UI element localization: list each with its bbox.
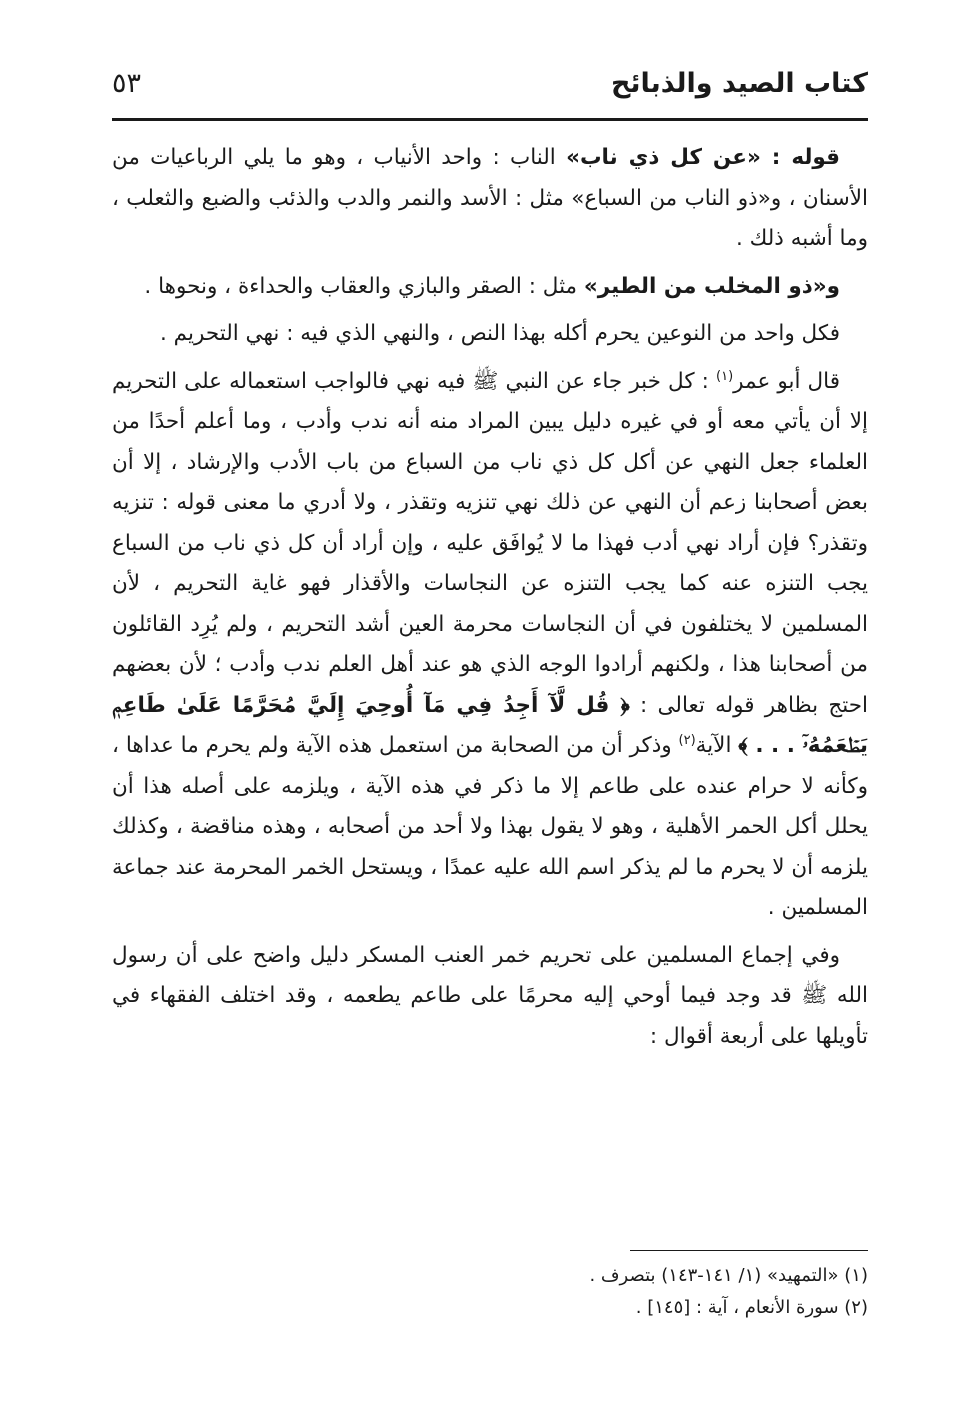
main-text [112, 138, 868, 1064]
book-title: كتاب الصيد والذبائح [610, 68, 868, 99]
paragraph-1-text: الناب : واحد الأنياب ، وهو ما يلي الرباعيات من الأسنان ، و«ذو الناب من السباع» مثل : الأسد والنمر والدب والذئب والضبع والثعلب ، وما أشبه ذلك . [112, 145, 868, 251]
paragraph-4-text-b: وذكر أن من الصحابة من استعمل هذه الآية ولم يحرم ما عداها ، وكأنه لا حرام عنده على طاعم إلا ما ذكر في هذه الآية ، ويلزمه على أصله هذا أن يحلل أكل الحمر الأهلية ، وهو لا يقول بهذا ولا أحد من أصحابه ، وهذه مناقضة ، وكذلك يلزمه أن لا يحرم ما لم يذكر اسم الله عليه عمدًا ، ويستحل الخمر المحرمة عند جماعة المسلمين . [112, 733, 868, 920]
paragraph-4-text-a: : كل خبر جاء عن النبي ﷺ فيه نهي فالواجب استعماله على التحريم إلا أن يأتي معه أو في غيره دليل يبين المراد منه أنه ندب وأدب ، وما أعلم أحدًا من العلماء جعل النهي عن أكل كل ذي ناب من السباع من باب الأدب والإرشاد ، إلا أن بعض أصحابنا زعم أن النهي عن ذلك نهي تنزيه وتقذر ، ولا أدري ما معنى قوله : تنزيه وتقذر؟ فإن أراد نهي أدب فهذا ما لا يُوافَق عليه ، وإن أراد أن كل ذي ناب من السباع يجب التنزه عنه كما يجب التنزه عن النجاسات والأقذار فهو غاية التحريم ، لأن المسلمين لا يختلفون في أن النجاسات محرمة العين أشد التحريم ، ولم يُرِد القائلون من أصحابنا هذا ، ولكنهم أرادوا الوجه الذي هو عند أهل العلم ندب وأدب ؛ لأن بعضهم احتج بظاهر قوله تعالى : [112, 368, 869, 718]
paragraph-5 [112, 936, 868, 1058]
paragraph-2-text: مثل : الصقر والبازي والعقاب والحداءة ، ونحوها . [144, 273, 584, 299]
paragraph-2 [112, 267, 868, 308]
paragraph-2-lead: و«ذو المخلب من الطير» [583, 273, 840, 299]
footnote-ref-1: (١) [716, 368, 734, 384]
footnotes [112, 1260, 868, 1324]
paragraph-4-verse-label: الآية [695, 733, 739, 758]
footnote-ref-2: (٢) [678, 732, 696, 748]
paragraph-1 [112, 138, 868, 260]
footnote-1: (١) «التمهيد» (١/ ١٤١-١٤٣) بتصرف . [589, 1265, 868, 1286]
paragraph-3-text: فكل واحد من النوعين يحرم أكله بهذا النص ، والنهي الذي فيه : نهي التحريم . [160, 321, 840, 346]
paragraph-5-text: وفي إجماع المسلمين على تحريم خمر العنب المسكر دليل واضح على أن رسول الله ﷺ قد وجد فيما أوحي إليه محرمًا على طاعم يطعمه ، وقد اختلف الفقهاء في تأويلها على أربعة أقوال : [112, 942, 868, 1049]
paragraph-4 [112, 362, 868, 929]
quran-verse: ﴿ قُل لَّآ أَجِدُ فِي مَآ أُوحِيَ إِلَيَّ مُحَرَّمًا عَلَىٰ طَاعِمٖ يَطۡعَمُهُۥٓ . . . ﴾ [112, 692, 868, 758]
page-header [112, 62, 868, 112]
paragraph-3 [112, 314, 868, 355]
paragraph-1-lead: قوله : «عن كل ذي ناب» [566, 145, 840, 170]
header-divider [112, 118, 868, 121]
footnote-divider [630, 1250, 868, 1251]
paragraph-4-speaker: قال أبو عمر [733, 368, 840, 394]
page-number: ٥٣ [112, 68, 142, 99]
footnote-2: (٢) سورة الأنعام ، آية : [١٤٥] . [635, 1297, 868, 1318]
